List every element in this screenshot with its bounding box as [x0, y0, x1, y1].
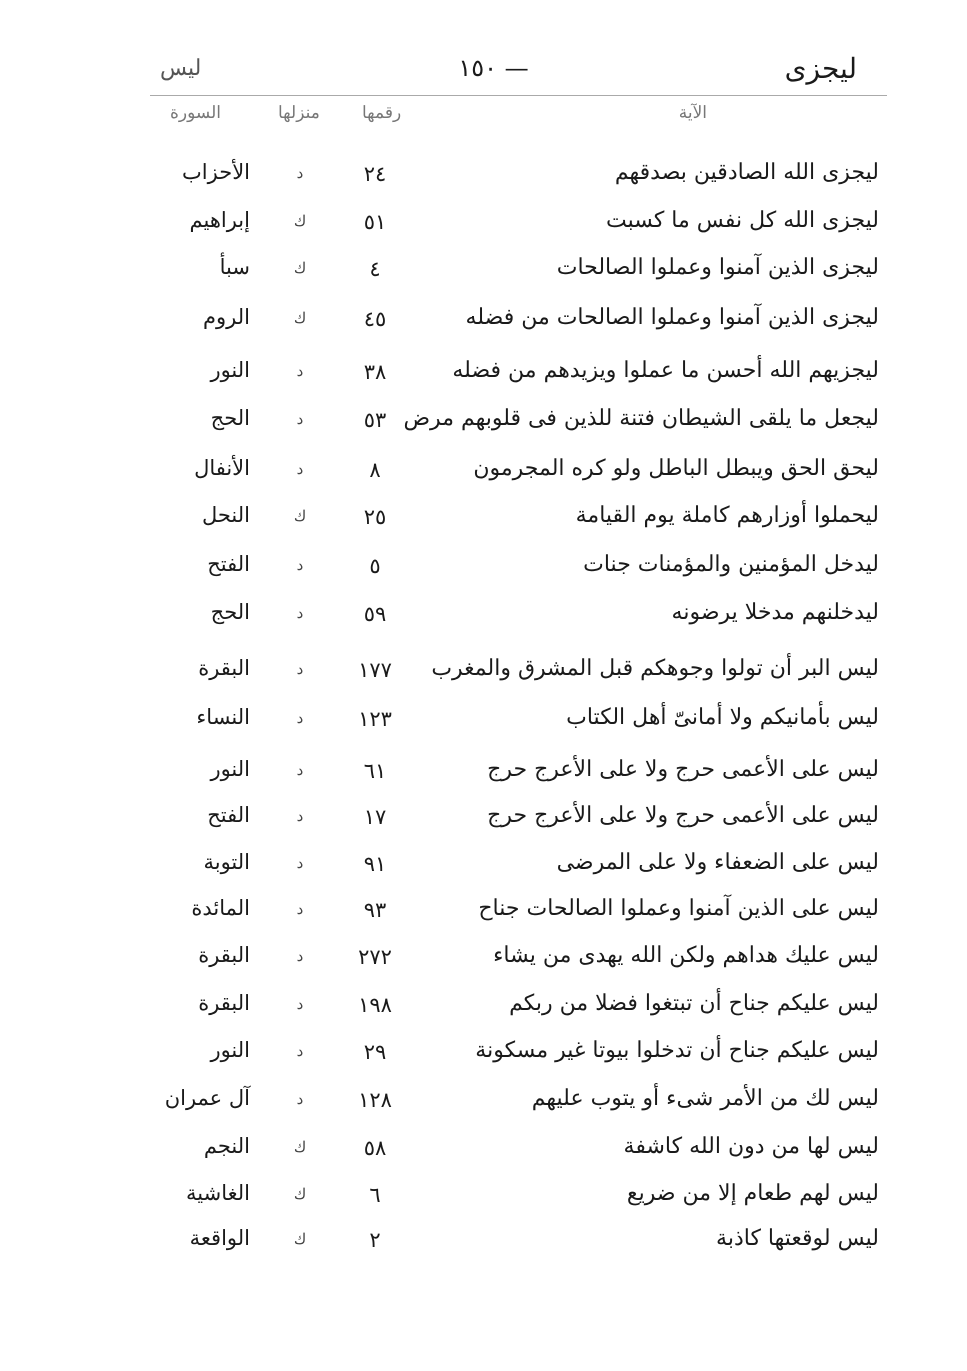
page-number: ١٥٠ —	[458, 54, 529, 82]
table-row	[0, 1181, 967, 1221]
table-row	[0, 1226, 967, 1266]
number-cell: ١٢٣	[358, 707, 392, 731]
place-cell: ك	[293, 259, 307, 277]
sura-cell: التوبة	[203, 850, 250, 874]
verse-cell: ليجزى الذين آمنوا وعملوا الصالحات	[556, 255, 879, 280]
place-cell: ك	[293, 309, 307, 327]
verse-cell: ليس على الذين آمنوا وعملوا الصالحات جناح	[478, 896, 879, 921]
number-cell: ٦١	[363, 759, 387, 783]
number-cell: ٤	[369, 257, 381, 281]
place-cell: د	[296, 1090, 304, 1108]
verse-cell: ليس لهم طعام إلا من ضريع	[626, 1181, 879, 1206]
table-row	[0, 656, 967, 696]
number-cell: ٥٨	[363, 1136, 387, 1160]
verse-cell: ليجزى الله كل نفس ما كسبت	[605, 208, 879, 233]
place-cell: د	[296, 807, 304, 825]
header-first-word: ليجزى	[784, 52, 857, 85]
table-row	[0, 1038, 967, 1078]
table-row	[0, 406, 967, 446]
sura-cell: المائدة	[191, 896, 250, 920]
column-header-number: رقمها	[362, 103, 402, 123]
header-last-word: ليس	[160, 56, 202, 81]
number-cell: ٢٩	[363, 1040, 387, 1064]
sura-cell: الغاشية	[186, 1181, 250, 1205]
sura-cell: الأحزاب	[182, 160, 250, 184]
column-header-sura: السورة	[170, 103, 221, 123]
place-cell: د	[296, 660, 304, 678]
verse-cell: ليجزيهم الله أحسن ما عملوا ويزيدهم من فضله	[452, 358, 879, 383]
table-row	[0, 255, 967, 295]
table-row	[0, 803, 967, 843]
verse-cell: ليس على الضعفاء ولا على المرضى	[556, 850, 879, 875]
verse-cell: ليس عليكم جناح أن تبتغوا فضلا من ربكم	[509, 991, 879, 1016]
sura-cell: الروم	[203, 305, 250, 329]
column-header-place: منزلها	[278, 103, 320, 123]
number-cell: ٤٥	[363, 307, 387, 331]
place-cell: د	[296, 410, 304, 428]
table-row	[0, 358, 967, 398]
number-cell: ١٩٨	[358, 993, 392, 1017]
number-cell: ٩٣	[363, 898, 387, 922]
table-row	[0, 705, 967, 745]
sura-cell: آل عمران	[164, 1086, 250, 1110]
table-row	[0, 600, 967, 640]
table-row	[0, 896, 967, 936]
sura-cell: سبأ	[219, 255, 250, 279]
sura-cell: البقرة	[198, 943, 250, 967]
verse-cell: ليس عليك هداهم ولكن الله يهدى من يشاء	[493, 943, 879, 968]
verse-cell: ليس لوقعتها كاذبة	[716, 1226, 879, 1251]
table-row	[0, 503, 967, 543]
number-cell: ٥	[369, 554, 381, 578]
number-cell: ٥١	[363, 210, 387, 234]
number-cell: ٨	[369, 458, 381, 482]
sura-cell: النور	[210, 358, 250, 382]
verse-cell: ليس على الأعمى حرج ولا على الأعرج حرج	[487, 757, 879, 782]
number-cell: ٥٩	[363, 602, 387, 626]
place-cell: د	[296, 362, 304, 380]
header-divider	[150, 95, 887, 96]
number-cell: ٦	[369, 1183, 381, 1207]
place-cell: د	[296, 761, 304, 779]
table-row	[0, 456, 967, 496]
table-row	[0, 208, 967, 248]
table-row	[0, 943, 967, 983]
verse-cell: ليجزى الذين آمنوا وعملوا الصالحات من فضله	[465, 305, 879, 330]
place-cell: د	[296, 947, 304, 965]
place-cell: د	[296, 164, 304, 182]
place-cell: د	[296, 460, 304, 478]
verse-cell: ليدخل المؤمنين والمؤمنات جنات	[583, 552, 879, 577]
sura-cell: النجم	[203, 1134, 250, 1158]
number-cell: ٢٧٢	[358, 945, 392, 969]
table-row	[0, 160, 967, 200]
verse-cell: ليس البر أن تولوا وجوهكم قبل المشرق والمغرب	[431, 656, 879, 681]
number-cell: ١٧٧	[358, 658, 392, 682]
place-cell: د	[296, 995, 304, 1013]
table-row	[0, 305, 967, 345]
verse-cell: ليس بأمانيكم ولا أمانىّ أهل الكتاب	[566, 705, 879, 730]
verse-cell: ليدخلنهم مدخلا يرضونه	[671, 600, 879, 625]
sura-cell: الواقعة	[189, 1226, 250, 1250]
table-row	[0, 552, 967, 592]
place-cell: د	[296, 900, 304, 918]
place-cell: ك	[293, 212, 307, 230]
sura-cell: النور	[210, 757, 250, 781]
number-cell: ٩١	[363, 852, 387, 876]
sura-cell: الأنفال	[194, 456, 250, 480]
number-cell: ١٢٨	[358, 1088, 392, 1112]
table-row	[0, 757, 967, 797]
table-row	[0, 1134, 967, 1174]
number-cell: ٣٨	[363, 360, 387, 384]
verse-cell: ليحق الحق ويبطل الباطل ولو كره المجرمون	[473, 456, 879, 481]
number-cell: ٢٥	[363, 505, 387, 529]
verse-cell: ليحملوا أوزارهم كاملة يوم القيامة	[575, 503, 879, 528]
sura-cell: الحج	[210, 600, 250, 624]
running-header	[130, 50, 857, 90]
number-cell: ٥٣	[363, 408, 387, 432]
table-row	[0, 850, 967, 890]
place-cell: د	[296, 604, 304, 622]
verse-cell: ليس لك من الأمر شىء أو يتوب عليهم	[531, 1086, 879, 1111]
number-cell: ١٧	[363, 805, 387, 829]
number-cell: ٢	[369, 1228, 381, 1252]
table-row	[0, 1086, 967, 1126]
sura-cell: النساء	[196, 705, 250, 729]
sura-cell: الفتح	[207, 552, 250, 576]
place-cell: د	[296, 854, 304, 872]
verse-cell: ليس لها من دون الله كاشفة	[623, 1134, 879, 1159]
place-cell: ك	[293, 1230, 307, 1248]
number-cell: ٢٤	[363, 162, 387, 186]
place-cell: د	[296, 709, 304, 727]
sura-cell: إبراهيم	[189, 208, 250, 232]
place-cell: ك	[293, 1138, 307, 1156]
verse-cell: ليس على الأعمى حرج ولا على الأعرج حرج	[487, 803, 879, 828]
verse-cell: ليجعل ما يلقى الشيطان فتنة للذين فى قلوبهم مرض	[403, 406, 879, 431]
table-row	[0, 991, 967, 1031]
sura-cell: النحل	[201, 503, 250, 527]
place-cell: د	[296, 556, 304, 574]
place-cell: ك	[293, 507, 307, 525]
column-header-verse: الآية	[678, 103, 707, 123]
verse-cell: ليجزى الله الصادقين بصدقهم	[614, 160, 879, 185]
verse-cell: ليس عليكم جناح أن تدخلوا بيوتا غير مسكونة	[475, 1038, 879, 1063]
sura-cell: الحج	[210, 406, 250, 430]
sura-cell: البقرة	[198, 656, 250, 680]
place-cell: د	[296, 1042, 304, 1060]
sura-cell: الفتح	[207, 803, 250, 827]
sura-cell: النور	[210, 1038, 250, 1062]
sura-cell: البقرة	[198, 991, 250, 1015]
place-cell: ك	[293, 1185, 307, 1203]
